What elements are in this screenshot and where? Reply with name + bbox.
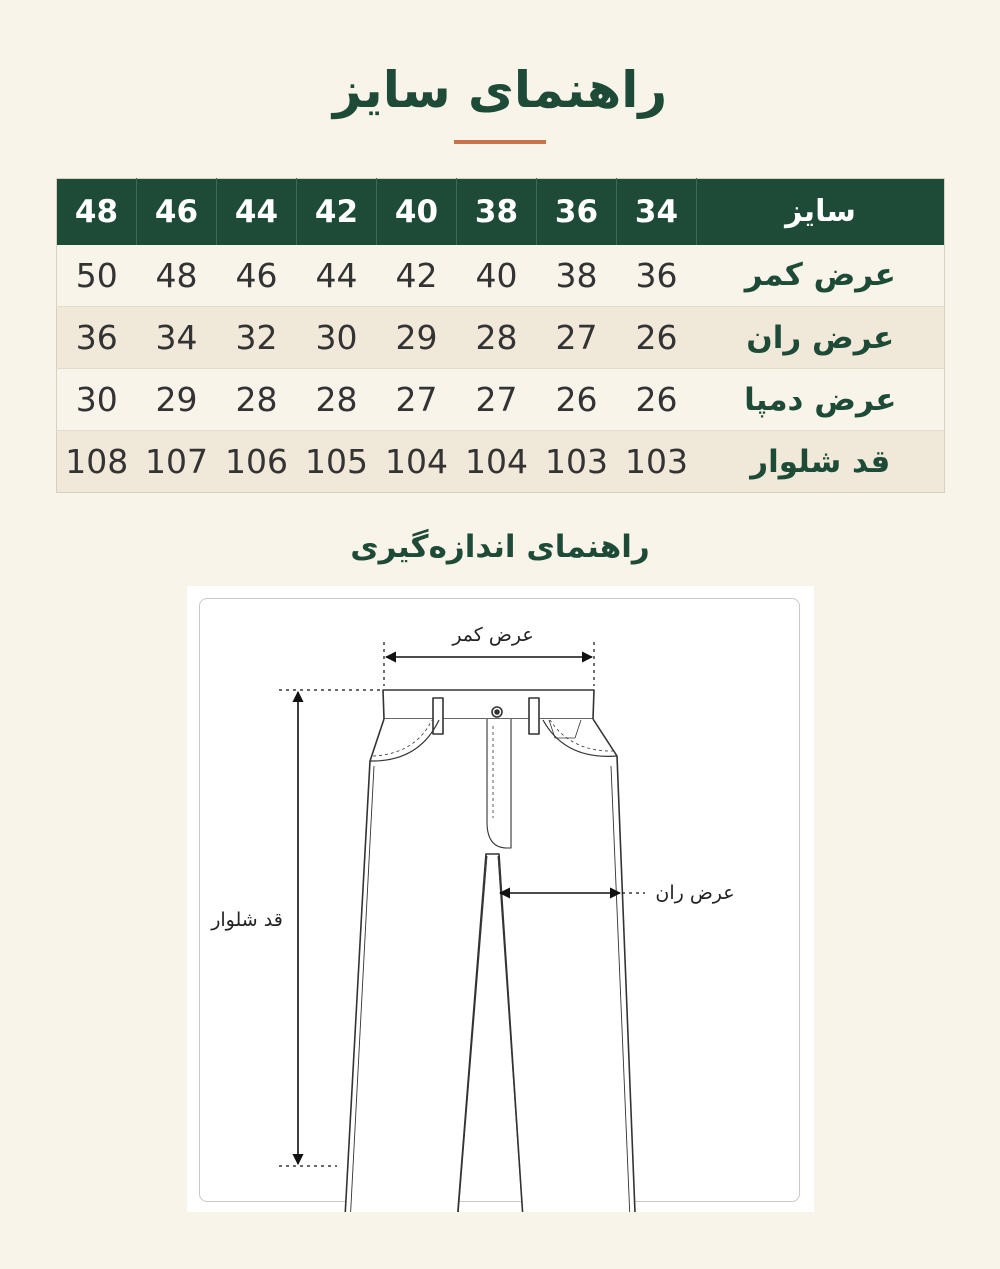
table-cell: 27 [457,369,537,431]
table-cell: 26 [537,369,617,431]
table-cell: 38 [555,255,598,295]
table-row-length [57,431,945,493]
size-header-cell: 46 [137,179,217,245]
table-cell: 36 [635,255,678,295]
size-header-cell: 44 [217,179,297,245]
table-cell: 26 [617,369,697,431]
page-title: راهنمای سایز [332,61,668,119]
waist-label: عرض کمر [452,624,534,646]
table-cell: 30 [57,369,137,431]
size-header-cell: 40 [377,179,457,245]
measure-guide-title: راهنمای اندازه‌گیری [350,529,650,565]
table-cell: 27 [377,369,457,431]
table-cell: 48 [155,255,198,295]
table-cell: 26 [617,307,697,369]
table-cell: 40 [475,255,518,295]
size-header-cell: 36 [537,179,617,245]
table-cell: 42 [395,255,438,295]
pants-diagram [187,586,814,1212]
table-cell: 34 [137,307,217,369]
table-cell: 28 [457,307,537,369]
row-label-thigh: عرض ران [697,307,945,369]
table-cell: 103 [537,431,617,493]
waist-measure-arrow [384,642,594,686]
length-label: قد شلوار [211,909,283,931]
table-cell: 32 [217,307,297,369]
title-underline [454,140,546,144]
row-label-waist: عرض کمر [744,257,896,294]
row-label-length: قد شلوار [697,431,945,493]
table-row-waist [57,245,945,307]
table-cell: 107 [137,431,217,493]
table-header-row [57,179,945,245]
table-cell: 106 [217,431,297,493]
table-cell: 29 [137,369,217,431]
pants-outline [330,690,645,1212]
table-cell: 104 [457,431,537,493]
size-header-label: سایز [697,179,945,245]
table-cell: 29 [377,307,457,369]
size-header-cell: 34 [617,179,697,245]
table-cell: 27 [537,307,617,369]
table-cell: 105 [297,431,377,493]
table-cell: 103 [617,431,697,493]
table-cell: 104 [377,431,457,493]
table-cell: 50 [75,255,118,295]
table-cell: 30 [297,307,377,369]
table-cell: 108 [57,431,137,493]
size-header-cell: 42 [297,179,377,245]
table-cell: 28 [297,369,377,431]
measure-diagram [187,586,814,1212]
size-chart-table [56,178,945,493]
table-cell: 44 [315,255,358,295]
table-cell: 36 [57,307,137,369]
row-label-hem: عرض دمپا [697,369,945,431]
table-row-hem [57,369,945,431]
size-header-cell: 48 [74,193,119,230]
table-cell: 28 [217,369,297,431]
size-header-cell: 38 [457,179,537,245]
table-cell: 46 [235,255,278,295]
thigh-label: عرض ران [655,882,735,904]
table-row-thigh [57,307,945,369]
